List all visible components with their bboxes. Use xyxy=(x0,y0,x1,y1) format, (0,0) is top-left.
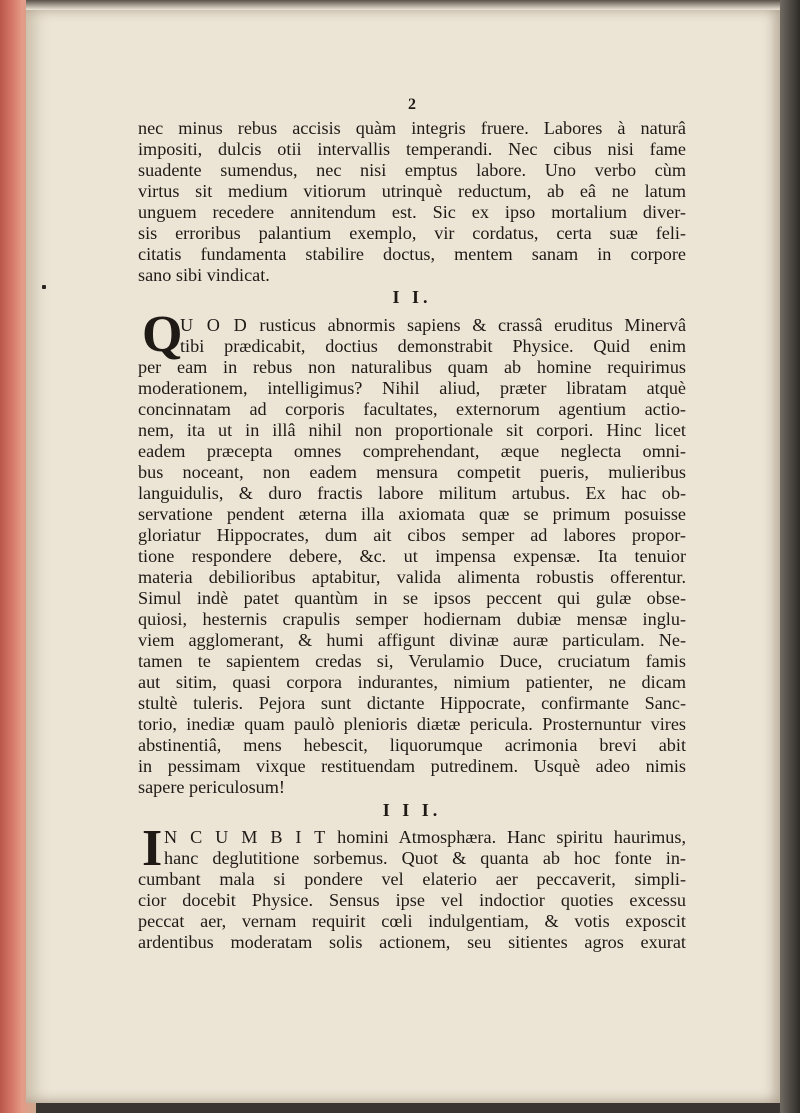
section2-line-text: rusticus abnormis sapiens & crassâ eruditus Minervâ xyxy=(259,315,687,335)
drop-cap-i: I xyxy=(142,820,163,877)
section2-line: gloriatur Hippocrates, dum ait cibos semper ad labores propor- xyxy=(138,525,686,545)
intro-line: nec minus rebus accisis quàm integris fruere. Labores à naturâ xyxy=(138,118,686,138)
section2-line: quiosi, hesternis crapulis semper hodiernam dubiæ mensæ inglu- xyxy=(138,609,686,629)
section3-line: cumbant mala si pondere vel elaterio aer peccaverit, simpli- xyxy=(138,869,686,889)
intro-line: suadente sumendus, nec nisi emptus labore. Uno verbo cùm xyxy=(138,160,686,180)
section2-line: bus noceant, non eadem mensura competit pueris, mulieribus xyxy=(138,462,686,482)
intro-line: unguem recedere annitendum est. Sic ex ipso mortalium diver- xyxy=(138,202,686,222)
section3-line: hanc deglutitione sorbemus. Quot & quanta ab hoc fonte in- xyxy=(164,848,686,868)
intro-line: virtus sit medium vitiorum utrinquè reductum, ab eâ ne latum xyxy=(138,181,686,201)
page-number: 2 xyxy=(408,96,416,113)
section2-line: viem agglomerant, & humi affigunt divinæ auræ particulam. Ne- xyxy=(138,630,686,650)
section2-line: torio, inediæ quam paulò plenioris diætæ pericula. Prosternuntur vires xyxy=(138,714,686,734)
intro-line: sis erroribus palantium exemplo, vir cordatus, certa suæ feli- xyxy=(138,223,686,243)
section3-lead-in: N C U M B I T xyxy=(164,827,327,847)
section-heading-3: I I I. xyxy=(382,800,442,820)
drop-cap-q: Q xyxy=(142,306,183,363)
section2-line: in pessimam vixque restituendam putredinem. Usquè adeo nimis xyxy=(138,756,686,776)
section3-line: cior docebit Physice. Sensus ipse vel indoctior quoties excessu xyxy=(138,890,686,910)
section-heading-2: I I. xyxy=(392,287,432,307)
section2-line: moderationem, intelligimus? Nihil aliud, præter libratam atquè xyxy=(138,378,686,398)
section3-line-text: homini Atmosphæra. Hanc spiritu haurimus, xyxy=(337,827,687,847)
section2-line: aut sitim, quasi corpora indurantes, nimium patienter, ne dicam xyxy=(138,672,686,692)
section2-line: per eam in rebus non naturalibus quam ab homine requirimus xyxy=(138,357,686,377)
intro-line: sano sibi vindicat. xyxy=(138,265,270,285)
section2-line: tibi prædicabit, doctius demonstrabit Physice. Quid enim xyxy=(180,336,686,356)
section2-line: Simul indè patet quantùm in se ipsos peccent qui gulæ obse- xyxy=(138,588,686,608)
section2-line: tione respondere debere, &c. ut impensa expensæ. Ita tenuior xyxy=(138,546,686,566)
section2-line: concinnatam ad corporis facultates, externorum agentium actio- xyxy=(138,399,686,419)
section2-line: materia debilioribus aptabitur, valida alimenta robustis offerentur. xyxy=(138,567,686,587)
book-fore-edge-right xyxy=(780,0,800,1113)
section2-line: servatione pendent æterna illa axiomata quæ se primum posuisse xyxy=(138,504,686,524)
intro-line: citatis fundamenta stabilire doctus, mentem sanam in corpore xyxy=(138,244,686,264)
section2-line: stultè tuleris. Pejora sunt dictante Hippocrate, confirmante Sanc- xyxy=(138,693,686,713)
section2-lead-in: U O D xyxy=(180,315,248,335)
page-top-shadow xyxy=(26,0,782,10)
section2-line: eadem præcepta omnes comprehendant, æque neglecta omni- xyxy=(138,441,686,461)
section3-line: peccat aer, vernam requirit cœli indulgentiam, & votis exposcit xyxy=(138,911,686,931)
intro-line: impositi, dulcis otii intervallis temperandi. Nec cibus nisi fame xyxy=(138,139,686,159)
margin-ink-mark xyxy=(42,285,46,289)
section2-line: languidulis, & duro fractis labore militum artubus. Ex hac ob- xyxy=(138,483,686,503)
section2-line xyxy=(180,315,686,336)
section2-line: sapere periculosum! xyxy=(138,777,285,797)
section2-line: tamen te sapientem credas si, Verulamio Duce, cruciatum famis xyxy=(138,651,686,671)
section2-line: abstinentiâ, mens hebescit, liquorumque acrimonia brevi abit xyxy=(138,735,686,755)
section3-line xyxy=(164,827,686,848)
section3-line: ardentibus moderatam solis actionem, seu sitientes agros exurat xyxy=(138,932,686,952)
section2-line: nem, ita ut in illâ nihil non proportionale sit corpori. Hinc licet xyxy=(138,420,686,440)
